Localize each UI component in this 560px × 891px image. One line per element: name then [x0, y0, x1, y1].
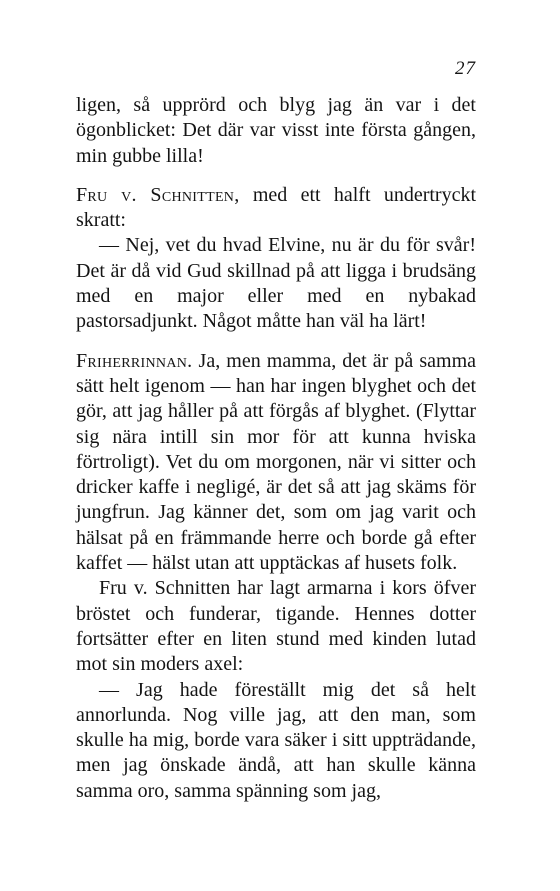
dialogue-text: Ja, men mamma, det är på samma sätt helt igenom — han har ingen blyghet och det gör, att jag håller på att förgås af blyghet. (Flyttar sig nära intill sin mor för att kunna hviska förtroligt). Vet du om morgonen, när vi sitter och dricker kaffe i negligé, är det så att jag skäms för jungfrun. Jag känner det, som om jag varit och hälsat på en främmande herre och borde gå efter kaffet — hälst utan att upptäckas af husets folk.	[76, 349, 477, 575]
stage-direction-text: med ett halft undertryckt skratt:	[76, 183, 477, 232]
dialogue-friherrinnan-continued: — Jag hade föreställt mig det så helt annorlunda. Nog ville jag, att den man, som skulle ha mig, borde vara säker i sitt uppträdande, men jag önskade ändå, att han skulle känna samma oro, samma spänning som jag,	[76, 678, 476, 802]
page-number: 27	[455, 58, 476, 79]
narrative-paragraph: Fru v. Schnitten har lagt armarna i kors öfver bröstet och funderar, tigande. Hennes dotter fortsätter efter en liten stund med kinden lutad mot sin moders axel:	[76, 577, 476, 676]
speaker-name: Fru v. Schnitten,	[76, 183, 240, 206]
dialogue-fru: — Nej, vet du hvad Elvine, nu är du för svår! Det är då vid Gud skillnad på att ligga i brudsäng med en major eller med en nybakad pastorsadjunkt. Något måtte han väl ha lärt!	[76, 234, 476, 333]
paragraph-continuation: ligen, så upprörd och blyg jag än var i det ögonblicket: Det där var visst inte första gången, min gubbe lilla!	[76, 94, 476, 167]
stage-direction-fru	[76, 183, 476, 234]
dialogue-friherrinnan	[76, 349, 476, 577]
body-text	[76, 93, 476, 804]
speaker-name: Friherrinnan.	[76, 349, 193, 372]
